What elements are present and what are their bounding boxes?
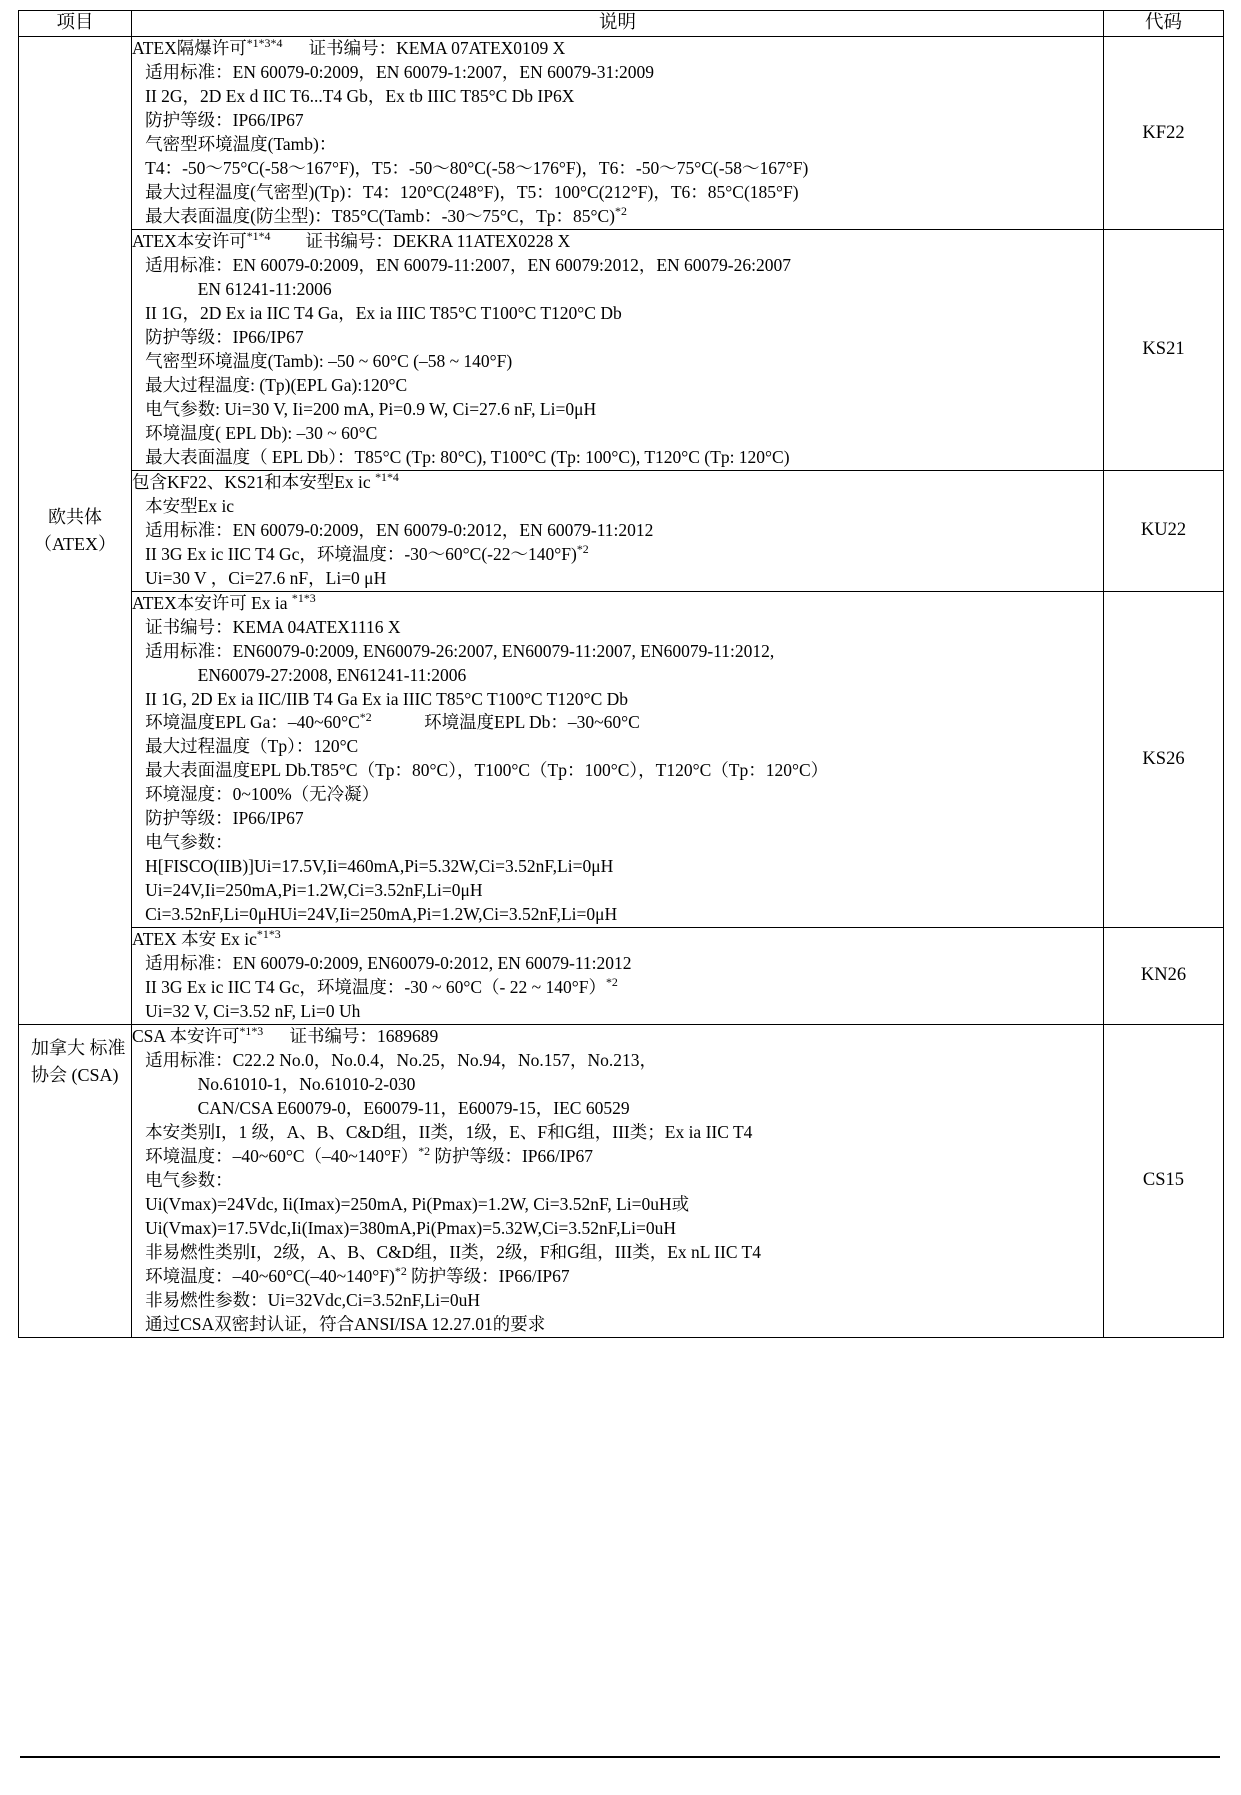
desc-line: 最大过程温度: (Tp)(EPL Ga):120°C (132, 374, 408, 395)
desc-line: 防护等级：IP66/IP67 (132, 110, 304, 131)
desc-line: 本安类别I，1 级，A、B、C&D组，II类，1级，E、F和G组，III类；Ex ia IIC T4 (132, 1121, 753, 1142)
table-row (19, 1025, 1224, 1338)
table-row (19, 591, 1224, 928)
desc-line: 最大表面温度EPL Db.T85°C（Tp：80°C），T100°C（Tp：100°C），T120°C（Tp：120°C） (132, 760, 829, 781)
code-cell: KN26 (1104, 928, 1224, 1025)
category-cell-csa: 加拿大 标准协会 (CSA) (19, 1025, 132, 1338)
desc-line: T4：-50～75°C(-58～167°F)，T5：-50～80°C(-58～176°F)，T6：-50～75°C(-58～167°F) (132, 158, 809, 179)
desc-line: 环境温度( EPL Db): –30 ~ 60°C (132, 422, 378, 443)
desc-line: 环境温度：–40~60°C（–40~140°F）$^{*2}$ 防护等级：IP66/IP67 (132, 1144, 593, 1166)
desc-line: ATEX本安许可$^{*1*4}$ 证书编号：DEKRA 11ATEX0228 X (132, 229, 571, 252)
description-cell (132, 230, 1104, 471)
desc-line: 适用标准：EN 60079-0:2009，EN 60079-11:2007，EN 60079:2012，EN 60079-26:2007 (132, 255, 791, 276)
desc-line: 防护等级：IP66/IP67 (132, 808, 304, 829)
desc-line: 证书编号：KEMA 04ATEX1116 X (132, 616, 401, 637)
desc-line: Ui=24V,Ii=250mA,Pi=1.2W,Ci=3.52nF,Li=0μH (132, 880, 483, 901)
desc-line: 气密型环境温度(Tamb): –50 ~ 60°C (–58 ~ 140°F) (132, 350, 513, 371)
desc-line: H[FISCO(IIB)]Ui=17.5V,Ii=460mA,Pi=5.32W,Ci=3.52nF,Li=0μH (132, 856, 614, 877)
description-cell (132, 1025, 1104, 1338)
desc-line: 环境温度EPL Ga：$-40\sim 60^\circ C^{*2}$ 环境温度EPL Db：–30~60°C (132, 710, 640, 733)
code-cell: CS15 (1104, 1025, 1224, 1338)
code-cell: KS26 (1104, 591, 1224, 928)
desc-line: II 2G，2D Ex d IIC T6...T4 Gb，Ex tb IIIC T85°C Db IP6X (132, 86, 575, 107)
desc-line: 最大表面温度（ EPL Db）：T85°C (Tp: 80°C), T100°C (Tp: 100°C), T120°C (Tp: 120°C) (132, 446, 790, 467)
desc-line: Ui(Vmax)=17.5Vdc,Ii(Imax)=380mA,Pi(Pmax)=5.32W,Ci=3.52nF,Li=0uH (132, 1217, 677, 1238)
desc-line: EN 61241-11:2006 (132, 279, 332, 300)
footer-rule (20, 1756, 1220, 1758)
desc-line: 气密型环境温度(Tamb)： (132, 134, 337, 155)
table-row (19, 928, 1224, 1025)
desc-line: 适用标准：EN 60079-0:2009，EN 60079-1:2007，EN 60079-31:2009 (132, 62, 655, 83)
description-cell (132, 470, 1104, 591)
table-header-row (19, 11, 1224, 37)
desc-line: 防护等级：IP66/IP67 (132, 326, 304, 347)
table-row (19, 470, 1224, 591)
desc-line: 适用标准：EN60079-0:2009, EN60079-26:2007, EN60079-11:2007, EN60079-11:2012, (132, 640, 775, 661)
desc-line: II 3G Ex ic IIC T4 Gc，环境温度：-30～60°C(-22～140°F)$^{*2}$ (132, 541, 589, 564)
desc-line: 适用标准：EN 60079-0:2009, EN60079-0:2012, EN 60079-11:2012 (132, 953, 632, 974)
column-header-code: 代码 (1104, 11, 1224, 37)
code-cell: KF22 (1104, 37, 1224, 230)
desc-line: 适用标准：C22.2 No.0，No.0.4，No.25，No.94，No.157，No.213， (132, 1050, 657, 1071)
desc-line: ATEX隔爆许可$^{*1*3*4}$ 证书编号：KEMA 07ATEX0109 X (132, 36, 566, 59)
desc-line: Ci=3.52nF,Li=0μHUi=24V,Ii=250mA,Pi=1.2W,Ci=3.52nF,Li=0μH (132, 904, 618, 925)
desc-line: Ui=32 V, Ci=3.52 nF, Li=0 Uh (132, 1001, 361, 1022)
category-cell-atex: 欧共体 （ATEX） (19, 37, 132, 1025)
column-header-item: 项目 (19, 11, 132, 37)
column-header-description: 说明 (132, 11, 1104, 37)
desc-line: Ui(Vmax)=24Vdc, Ii(Imax)=250mA, Pi(Pmax)=1.2W, Ci=3.52nF, Li=0uH或 (132, 1193, 690, 1214)
desc-line: 最大过程温度（Tp）：120°C (132, 736, 359, 757)
desc-line: 最大过程温度(气密型)(Tp)：T4：120°C(248°F)，T5：100°C(212°F)，T6：85°C(185°F) (132, 182, 799, 203)
desc-line: 环境湿度：0~100%（无冷凝） (132, 784, 380, 805)
desc-line: II 3G Ex ic IIC T4 Gc，环境温度：-30 ~ 60°C（- 22 ~ 140°F）$^{*2}$ (132, 975, 618, 998)
desc-line: CAN/CSA E60079-0，E60079-11，E60079-15，IEC 60529 (132, 1097, 630, 1118)
desc-line: II 1G, 2D Ex ia IIC/IIB T4 Ga Ex ia IIIC T85°C T100°C T120°C Db (132, 688, 629, 709)
desc-line: 电气参数： (132, 832, 233, 853)
desc-line: II 1G，2D Ex ia IIC T4 Ga，Ex ia IIIC T85°C T100°C T120°C Db (132, 303, 622, 323)
desc-line: 适用标准：EN 60079-0:2009，EN 60079-0:2012，EN 60079-11:2012 (132, 519, 654, 540)
desc-line: 本安型Ex ic (132, 495, 235, 516)
description-cell (132, 591, 1104, 928)
table-row (19, 37, 1224, 230)
desc-line: 非易燃性参数：Ui=32Vdc,Ci=3.52nF,Li=0uH (132, 1289, 481, 1310)
desc-line: ATEX 本安 Ex $ic^{*1*3}$ (132, 927, 281, 950)
desc-line: CSA 本安许可$^{*1*3}$ 证书编号：1689689 (132, 1024, 439, 1047)
code-cell: KU22 (1104, 470, 1224, 591)
desc-line: 通过CSA双密封认证，符合ANSI/ISA 12.27.01的要求 (132, 1313, 546, 1334)
desc-line: 包含KF22、KS21和本安型Ex ic $^{*1*4}$ (132, 469, 399, 492)
description-cell (132, 928, 1104, 1025)
desc-line: 最大表面温度(防尘型)：T85°C(Tamb：-30～75°C，Tp：85°C)$^{*2}$ (132, 204, 627, 227)
desc-line: EN60079-27:2008, EN61241-11:2006 (132, 664, 467, 685)
desc-line: Ui=30 V ，Ci=27.6 nF，Li=0 μH (132, 567, 387, 588)
desc-line: ATEX本安许可 Ex ia $^{*1*3}$ (132, 590, 316, 613)
desc-line: 电气参数： (132, 1169, 233, 1190)
desc-line: No.61010-1，No.61010-2-030 (132, 1074, 416, 1094)
desc-line: 电气参数: Ui=30 V, Ii=200 mA, Pi=0.9 W, Ci=27.6 nF, Li=0μH (132, 398, 597, 419)
desc-line: 非易燃性类别I，2级，A、B、C&D组，II类，2级，F和G组，III类，Ex nL IIC T4 (132, 1241, 761, 1262)
specification-table (18, 10, 1224, 1338)
table-row (19, 230, 1224, 471)
desc-line: 环境温度：–40~60°C(–40~140°F)$^{*2}$ 防护等级：IP66/IP67 (132, 1263, 570, 1286)
code-cell: KS21 (1104, 230, 1224, 471)
description-cell (132, 37, 1104, 230)
